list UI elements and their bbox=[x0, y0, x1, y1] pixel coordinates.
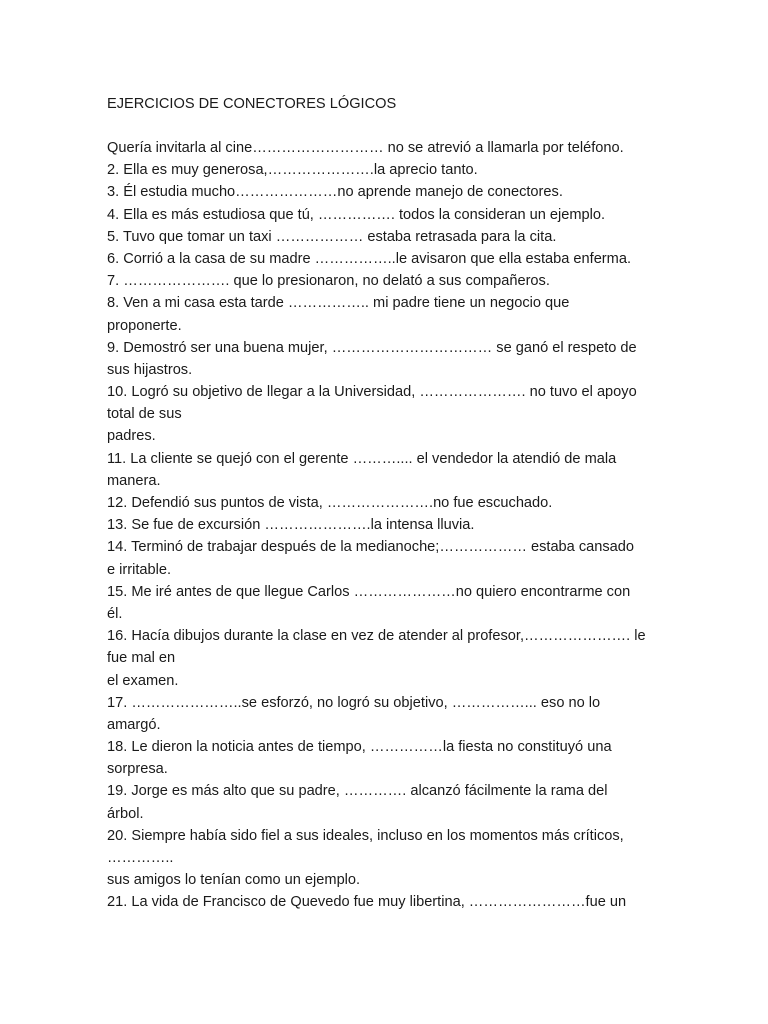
document-title: EJERCICIOS DE CONECTORES LÓGICOS bbox=[107, 96, 397, 112]
exercise-line: 21. La vida de Francisco de Quevedo fue muy libertina, ……………………fue un bbox=[107, 894, 627, 911]
exercise-line: manera. bbox=[107, 472, 161, 489]
exercise-line: 10. Logró su objetivo de llegar a la Universidad, …………………. no tuvo el apoyo bbox=[107, 384, 637, 401]
exercise-line: 17. …………………..se esforzó, no logró su objetivo, ……………... eso no lo bbox=[107, 694, 601, 711]
exercise-line: árbol. bbox=[107, 805, 144, 822]
exercise-line: 3. Él estudia mucho…………………no aprende manejo de conectores. bbox=[107, 184, 563, 201]
exercise-line: Quería invitarla al cine……………………… no se atrevió a llamarla por teléfono. bbox=[107, 140, 624, 156]
exercise-line: 7. …………………. que lo presionaron, no delató a sus compañeros. bbox=[107, 273, 550, 290]
exercise-line: sus hijastros. bbox=[107, 361, 193, 378]
exercise-line: sus amigos lo tenían como un ejemplo. bbox=[107, 872, 361, 889]
exercise-line: 2. Ella es muy generosa,………………….la aprecio tanto. bbox=[107, 162, 478, 179]
exercise-line: 19. Jorge es más alto que su padre, …………. alcanzó fácilmente la rama del bbox=[107, 783, 608, 800]
exercise-line: 9. Demostró ser una buena mujer, …………………………… se ganó el respeto de bbox=[107, 339, 637, 356]
exercise-line: 12. Defendió sus puntos de vista, ………………….no fue escuchado. bbox=[107, 495, 553, 511]
exercise-line: 8. Ven a mi casa esta tarde …………….. mi padre tiene un negocio que bbox=[107, 295, 570, 312]
exercise-line: 16. Hacía dibujos durante la clase en vez de atender al profesor,…………………. le bbox=[107, 628, 646, 645]
exercise-line: 5. Tuvo que tomar un taxi ……………… estaba retrasada para la cita. bbox=[107, 228, 557, 245]
exercise-line: 20. Siempre había sido fiel a sus ideales, incluso en los momentos más críticos, bbox=[107, 827, 624, 844]
exercise-line: 6. Corrió a la casa de su madre ……………..le avisaron que ella estaba enferma. bbox=[107, 250, 631, 267]
exercise-list bbox=[107, 137, 687, 914]
exercise-line: padres. bbox=[107, 428, 156, 445]
exercise-line: proponerte. bbox=[107, 317, 182, 334]
exercise-line: 15. Me iré antes de que llegue Carlos …………………no quiero encontrarme con bbox=[107, 583, 631, 600]
exercise-line: sorpresa. bbox=[107, 761, 168, 778]
exercise-line: él. bbox=[107, 605, 123, 622]
exercise-line: 18. Le dieron la noticia antes de tiempo, ……………la fiesta no constituyó una bbox=[107, 739, 612, 756]
exercise-line: amargó. bbox=[107, 716, 161, 733]
exercise-line: fue mal en bbox=[107, 650, 176, 667]
exercise-line: total de sus bbox=[107, 406, 182, 423]
exercise-line: 11. La cliente se quejó con el gerente ……….... el vendedor la atendió de mala bbox=[107, 450, 617, 467]
exercise-line: el examen. bbox=[107, 672, 179, 689]
exercise-line: e irritable. bbox=[107, 561, 172, 578]
exercise-line: 13. Se fue de excursión ………………….la intensa lluvia. bbox=[107, 517, 475, 534]
exercise-line: 14. Terminó de trabajar después de la medianoche;……………… estaba cansado bbox=[107, 539, 635, 556]
exercise-line: ………….. bbox=[107, 850, 174, 866]
exercise-line: 4. Ella es más estudiosa que tú, ……………. todos la consideran un ejemplo. bbox=[107, 206, 606, 223]
